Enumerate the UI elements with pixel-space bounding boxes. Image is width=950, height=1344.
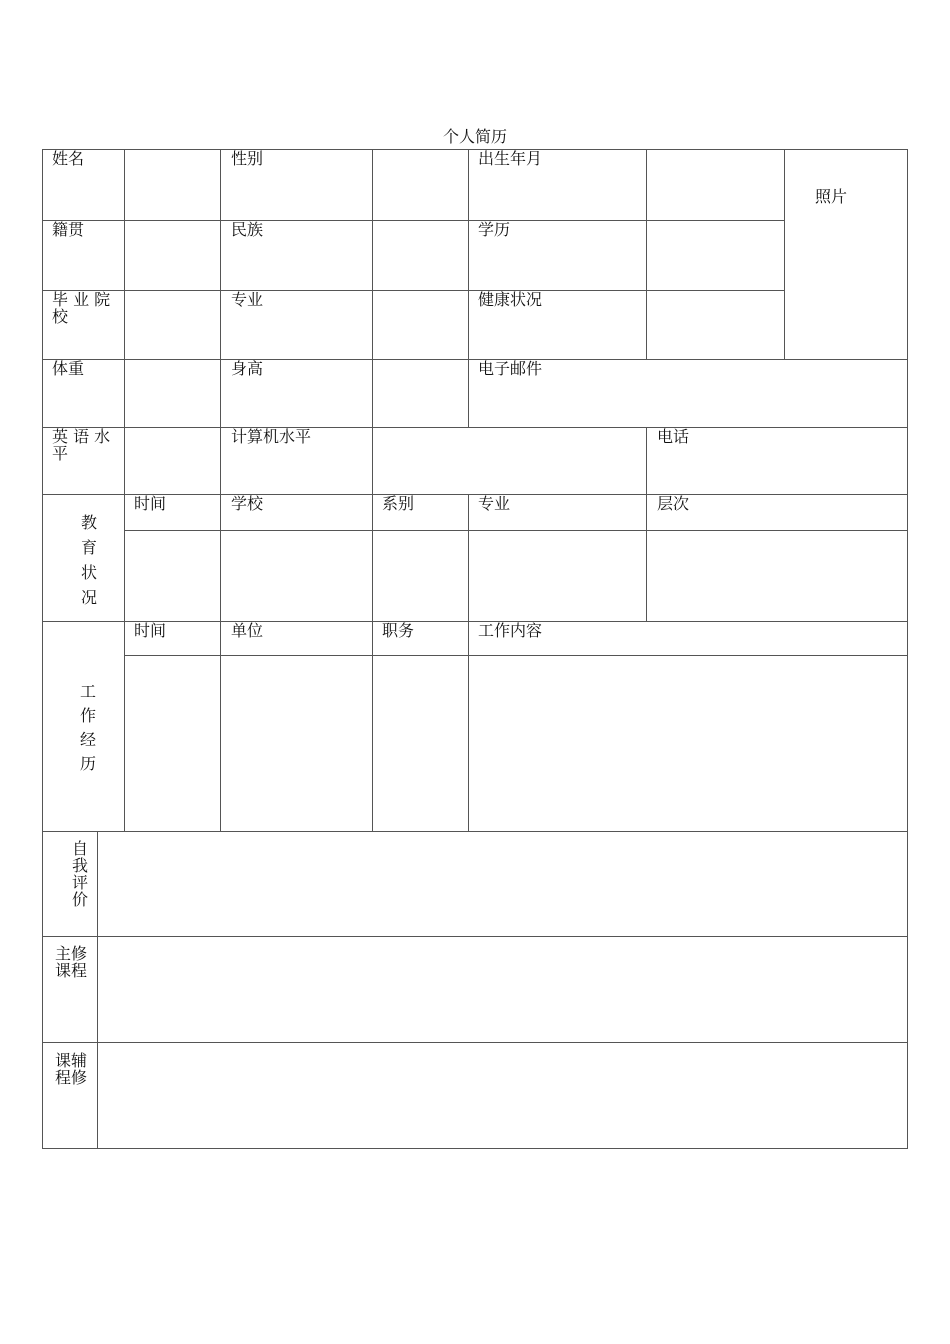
- education-label-char: 育: [80, 538, 97, 557]
- self-eval-cell[interactable]: [98, 832, 907, 936]
- computer-value[interactable]: [373, 428, 646, 494]
- label-gender: 性别: [231, 149, 264, 168]
- native-place-value[interactable]: [125, 221, 220, 290]
- height-value[interactable]: [373, 360, 468, 427]
- label-school-line1: 毕 业 院: [52, 290, 111, 309]
- edu-header-level: 层次: [657, 494, 690, 513]
- main-courses-label-line2: 课程: [55, 961, 88, 980]
- label-birth: 出生年月: [478, 149, 543, 168]
- edu-department-cell[interactable]: [373, 531, 468, 621]
- label-height: 身高: [231, 359, 264, 378]
- label-english: [52, 428, 110, 462]
- label-computer: 计算机水平: [231, 427, 312, 446]
- label-email: 电子邮件: [478, 359, 543, 378]
- education-label-char: 状: [80, 563, 97, 582]
- edu-header-major: 专业: [478, 494, 511, 513]
- minor-courses-label: [55, 1052, 87, 1086]
- work-header-time: 时间: [134, 621, 167, 640]
- edu-school-cell[interactable]: [221, 531, 372, 621]
- education-label-char: 教: [80, 513, 97, 532]
- work-header-employer: 单位: [231, 621, 264, 640]
- self-eval-label: [70, 840, 90, 908]
- work-header-content: 工作内容: [478, 621, 543, 640]
- work-label-char: 工: [79, 682, 96, 701]
- label-degree: 学历: [478, 220, 511, 239]
- self-eval-label-char: 自: [71, 839, 88, 858]
- school-value[interactable]: [125, 291, 220, 359]
- edu-header-time: 时间: [134, 494, 167, 513]
- label-school-line2: 校: [52, 307, 69, 326]
- photo-placeholder: 照片: [815, 187, 848, 206]
- label-name: 姓名: [52, 149, 85, 168]
- main-courses-label-line1: 主修: [55, 944, 88, 963]
- birth-value[interactable]: [647, 150, 784, 220]
- email-value[interactable]: [647, 360, 907, 427]
- edu-header-school: 学校: [231, 494, 264, 513]
- gender-value[interactable]: [373, 150, 468, 220]
- edu-major-cell[interactable]: [469, 531, 646, 621]
- work-label-char: 经: [79, 730, 96, 749]
- minor-courses-label-line2: 程修: [55, 1068, 88, 1087]
- minor-courses-cell[interactable]: [98, 1043, 907, 1148]
- edu-time-cell[interactable]: [125, 531, 220, 621]
- work-position-cell[interactable]: [373, 656, 468, 831]
- work-label-char: 作: [79, 706, 96, 725]
- main-courses-label: [55, 945, 87, 979]
- major-value[interactable]: [373, 291, 468, 359]
- self-eval-label-char: 价: [71, 890, 88, 909]
- label-weight: 体重: [52, 359, 85, 378]
- english-value[interactable]: [125, 428, 220, 494]
- work-employer-cell[interactable]: [221, 656, 372, 831]
- label-english-line1: 英 语 水: [52, 427, 111, 446]
- self-eval-label-char: 我: [71, 856, 88, 875]
- edu-header-department: 系别: [382, 494, 415, 513]
- label-major: 专业: [231, 290, 264, 309]
- work-header-position: 职务: [382, 621, 415, 640]
- work-time-cell[interactable]: [125, 656, 220, 831]
- work-section-label: [78, 680, 98, 776]
- education-label-char: 况: [80, 588, 97, 607]
- minor-courses-label-line1: 课辅: [55, 1051, 88, 1070]
- label-native-place: 籍贯: [52, 220, 85, 239]
- label-english-line2: 平: [52, 444, 69, 463]
- work-label-char: 历: [79, 754, 96, 773]
- work-content-cell[interactable]: [469, 656, 907, 831]
- label-ethnicity: 民族: [231, 220, 264, 239]
- edu-level-cell[interactable]: [647, 531, 907, 621]
- label-phone: 电话: [657, 427, 690, 446]
- name-value[interactable]: [125, 150, 220, 220]
- label-health: 健康状况: [478, 290, 543, 309]
- main-courses-cell[interactable]: [98, 937, 907, 1042]
- health-value[interactable]: [647, 291, 784, 359]
- education-section-label: [79, 510, 99, 610]
- ethnicity-value[interactable]: [373, 221, 468, 290]
- degree-value[interactable]: [647, 221, 784, 290]
- label-school: [52, 291, 110, 325]
- page-title: 个人简历: [442, 127, 507, 146]
- weight-value[interactable]: [125, 360, 220, 427]
- self-eval-label-char: 评: [71, 873, 88, 892]
